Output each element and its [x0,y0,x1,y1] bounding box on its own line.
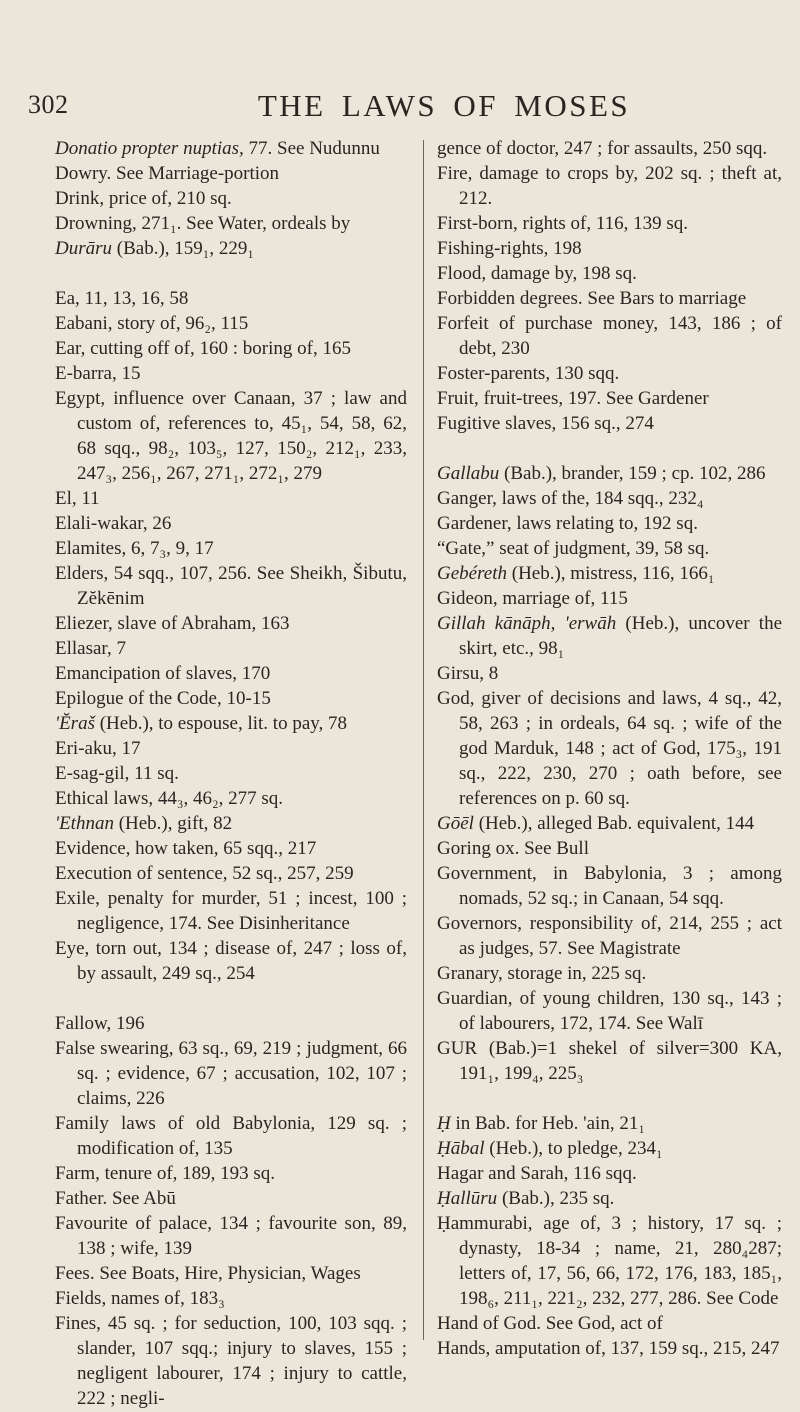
entry-headword: Ḥ [437,1113,451,1134]
entry-text: Guardian, of young children, 130 sq., 143 ; of labourers, 172, 174. See Walī [437,988,782,1034]
index-entry [437,811,782,836]
entry-text: Eliezer, slave of Abraham, 163 [55,613,290,634]
entry-text: E-barra, 15 [55,363,141,384]
index-entry [55,236,407,261]
entry-text: Governors, responsibility of, 214, 255 ; act as judges, 57. See Magistrate [437,913,782,959]
index-entry [437,1311,782,1336]
index-entry [437,386,782,411]
entry-text: Farm, tenure of, 189, 193 sq. [55,1163,276,1184]
entry-text: El, 11 [55,488,100,509]
index-entry [437,1136,782,1161]
index-entry [437,861,782,911]
index-entry [437,1161,782,1186]
index-entry [437,1111,782,1136]
index-entry [437,511,782,536]
index-entry [55,1286,407,1311]
index-entry [437,136,782,161]
column-divider [423,140,424,1340]
index-entry [55,761,407,786]
index-entry [55,186,407,211]
entry-text: Goring ox. See Bull [437,838,589,859]
index-entry [55,211,407,236]
entry-text: (Heb.), gift, 82 [113,813,233,834]
entry-text: “Gate,” seat of judgment, 39, 58 sq. [437,538,710,559]
index-entry [437,261,782,286]
entry-text: Eabani, story of, 96₂, 115 [55,313,249,334]
index-entry [55,686,407,711]
entry-headword: Ḥābal [437,1138,485,1159]
entry-text: Girsu, 8 [437,663,499,684]
index-entry [55,861,407,886]
entry-text: (Heb.), alleged Bab. equivalent, 144 [473,813,755,834]
entry-text: Father. See Abū [55,1188,176,1209]
entry-text: (Bab.), brander, 159 ; cp. 102, 286 [499,463,766,484]
entry-text: Fallow, 196 [55,1013,145,1034]
index-entry [437,686,782,811]
entry-text: Gardener, laws relating to, 192 sq. [437,513,698,534]
entry-text: (Heb.), mistress, 116, 166₁ [507,563,715,584]
index-entry [55,1011,407,1036]
index-entry [55,1036,407,1111]
entry-text: Ganger, laws of the, 184 sqq., 232₄ [437,488,704,509]
entry-text: Elali-wakar, 26 [55,513,172,534]
running-title: THE LAWS OF MOSES [257,88,631,123]
entry-headword: 'Ĕraš [55,713,95,734]
entry-text: Eye, torn out, 134 ; disease of, 247 ; loss of, by assault, 249 sq., 254 [55,938,407,984]
entry-text: Government, in Babylonia, 3 ; among nomads, 52 sq.; in Canaan, 54 sqq. [437,863,782,909]
index-entry [55,311,407,336]
index-column-right [437,136,782,1361]
entry-text: Dowry. See Marriage-portion [55,163,280,184]
entry-text: Eri-aku, 17 [55,738,141,759]
index-entry [437,961,782,986]
entry-text: Emancipation of slaves, 170 [55,663,271,684]
index-entry [55,711,407,736]
index-entry [437,486,782,511]
index-entry [55,836,407,861]
entry-headword: Gallabu [437,463,500,484]
index-entry [55,1211,407,1261]
entry-text: Hands, amputation of, 137, 159 sq., 215, 247 [437,1338,780,1359]
entry-text: Forfeit of purchase money, 143, 186 ; of debt, 230 [437,313,782,359]
entry-text: 77. See Nudunnu [243,138,380,159]
entry-text: Fire, damage to crops by, 202 sq. ; theft at, 212. [437,163,782,209]
index-column-left [55,136,407,1411]
index-entry [55,786,407,811]
index-entry [55,161,407,186]
index-entry [55,811,407,836]
entry-text: (Heb.), uncover the skirt, etc., 98₁ [459,613,782,659]
entry-text: False swearing, 63 sq., 69, 219 ; judgment, 66 sq. ; evidence, 67 ; accusation, 102, 107 ; claims, 226 [55,1038,407,1109]
index-entry [437,1336,782,1361]
index-entry [437,286,782,311]
entry-text: Evidence, how taken, 65 sqq., 217 [55,838,317,859]
entry-text: Hand of God. See God, act of [437,1313,663,1334]
entry-text: Ea, 11, 13, 16, 58 [55,288,189,309]
entry-text: First-born, rights of, 116, 139 sq. [437,213,689,234]
entry-text: Elamites, 6, 7₃, 9, 17 [55,538,214,559]
entry-headword: Durāru [55,238,113,259]
index-entry [55,286,407,311]
entry-text: Favourite of palace, 134 ; favourite son, 89, 138 ; wife, 139 [55,1213,407,1259]
entry-text: Fines, 45 sq. ; for seduction, 100, 103 sqq. ; slander, 107 sqq.; injury to slaves, 155 ; negligent labourer, 174 ; injury to cattle, 222 ; negli- [55,1313,407,1409]
letter-section-gap [437,436,782,461]
entry-text: (Bab.), 159₁, 229₁ [112,238,255,259]
index-entry [55,611,407,636]
index-entry [55,486,407,511]
entry-text: Egypt, influence over Canaan, 37 ; law and custom of, references to, 45₁, 54, 58, 62, 68 sqq., 98₂, 103₅, 127, 150₂, 212₁, 233, 247₃, 256₁, 267, 271₁, 272₁, 279 [55,388,407,484]
entry-text: Fugitive slaves, 156 sq., 274 [437,413,654,434]
index-entry [437,211,782,236]
index-entry [55,536,407,561]
index-entry [55,1161,407,1186]
index-entry [55,336,407,361]
index-entry [437,161,782,211]
index-entry [55,1186,407,1211]
index-entry [437,911,782,961]
index-entry [437,1036,782,1086]
entry-headword: 'Ethnan [55,813,114,834]
index-entry [437,536,782,561]
entry-text: (Heb.), to espouse, lit. to pay, 78 [94,713,348,734]
entry-text: Elders, 54 sqq., 107, 256. See Sheikh, Šibutu, Zĕkēnim [55,563,407,609]
entry-text: Fees. See Boats, Hire, Physician, Wages [55,1263,361,1284]
entry-text: Hagar and Sarah, 116 sqq. [437,1163,637,1184]
entry-text: Family laws of old Babylonia, 129 sq. ; modification of, 135 [55,1113,407,1159]
page-header [28,88,770,128]
page-number: 302 [28,90,69,119]
entry-headword: Gebéreth [437,563,507,584]
index-entry [437,236,782,261]
entry-text: (Bab.), 235 sq. [497,1188,615,1209]
index-entry [437,661,782,686]
entry-text: Ḥammurabi, age of, 3 ; history, 17 sq. ; dynasty, 18-34 ; name, 21, 280₄287; letters of, 17, 56, 66, 172, 176, 183, 185₁, 198₆, 211₁, 221₂, 232, 277, 286. See Code [437,1213,782,1309]
index-entry [55,136,407,161]
entry-headword: Ḥallūru [437,1188,498,1209]
index-entry [55,386,407,486]
index-entry [437,1211,782,1311]
entry-text: Flood, damage by, 198 sq. [437,263,637,284]
entry-headword: Donatio propter nuptias, [55,138,244,159]
index-entry [437,611,782,661]
index-entry [437,836,782,861]
entry-text: Fields, names of, 183₃ [55,1288,225,1309]
entry-text: (Heb.), to pledge, 234₁ [484,1138,663,1159]
entry-text: Forbidden degrees. See Bars to marriage [437,288,747,309]
entry-headword: Gillah kānāph, 'erwāh [437,613,617,634]
index-entry [437,586,782,611]
entry-text: Fruit, fruit-trees, 197. See Gardener [437,388,709,409]
letter-section-gap [55,261,407,286]
letter-section-gap [55,986,407,1011]
index-entry [437,1186,782,1211]
entry-text: Fishing-rights, 198 [437,238,582,259]
index-entry [437,461,782,486]
entry-text: Epilogue of the Code, 10-15 [55,688,271,709]
entry-text: Execution of sentence, 52 sq., 257, 259 [55,863,354,884]
index-entry [55,1111,407,1161]
entry-text: Drink, price of, 210 sq. [55,188,232,209]
index-entry [437,986,782,1036]
index-entry [55,886,407,936]
index-entry [437,361,782,386]
entry-text: Exile, penalty for murder, 51 ; incest, 100 ; negligence, 174. See Disinheritance [55,888,407,934]
entry-text: Ethical laws, 44₃, 46₂, 277 sq. [55,788,284,809]
entry-text: Granary, storage in, 225 sq. [437,963,647,984]
entry-text: gence of doctor, 247 ; for assaults, 250 sqq. [437,138,768,159]
index-entry [55,361,407,386]
index-entry [55,661,407,686]
index-entry [55,1261,407,1286]
index-entry [55,1311,407,1411]
entry-text: God, giver of decisions and laws, 4 sq., 42, 58, 263 ; in ordeals, 64 sq. ; wife of the god Marduk, 148 ; act of God, 175₃, 191 sq., 222, 230, 270 ; oath before, see references on p. 60 sq. [437,688,782,809]
entry-text: GUR (Bab.)=1 shekel of silver=300 KA, 191₁, 199₄, 225₃ [437,1038,782,1084]
index-entry [55,561,407,611]
index-entry [437,411,782,436]
index-entry [55,736,407,761]
index-entry [437,311,782,361]
entry-text: Ellasar, 7 [55,638,126,659]
index-entry [55,636,407,661]
entry-text: Foster-parents, 130 sqq. [437,363,620,384]
entry-text: in Bab. for Heb. 'ain, 21₁ [450,1113,645,1134]
index-entry [55,936,407,986]
entry-text: Ear, cutting off of, 160 : boring of, 165 [55,338,351,359]
entry-text: Drowning, 271₁. See Water, ordeals by [55,213,351,234]
index-entry [55,511,407,536]
entry-text: Gideon, marriage of, 115 [437,588,628,609]
letter-section-gap [437,1086,782,1111]
entry-text: E-sag-gil, 11 sq. [55,763,179,784]
index-entry [437,561,782,586]
entry-headword: Gōēl [437,813,474,834]
